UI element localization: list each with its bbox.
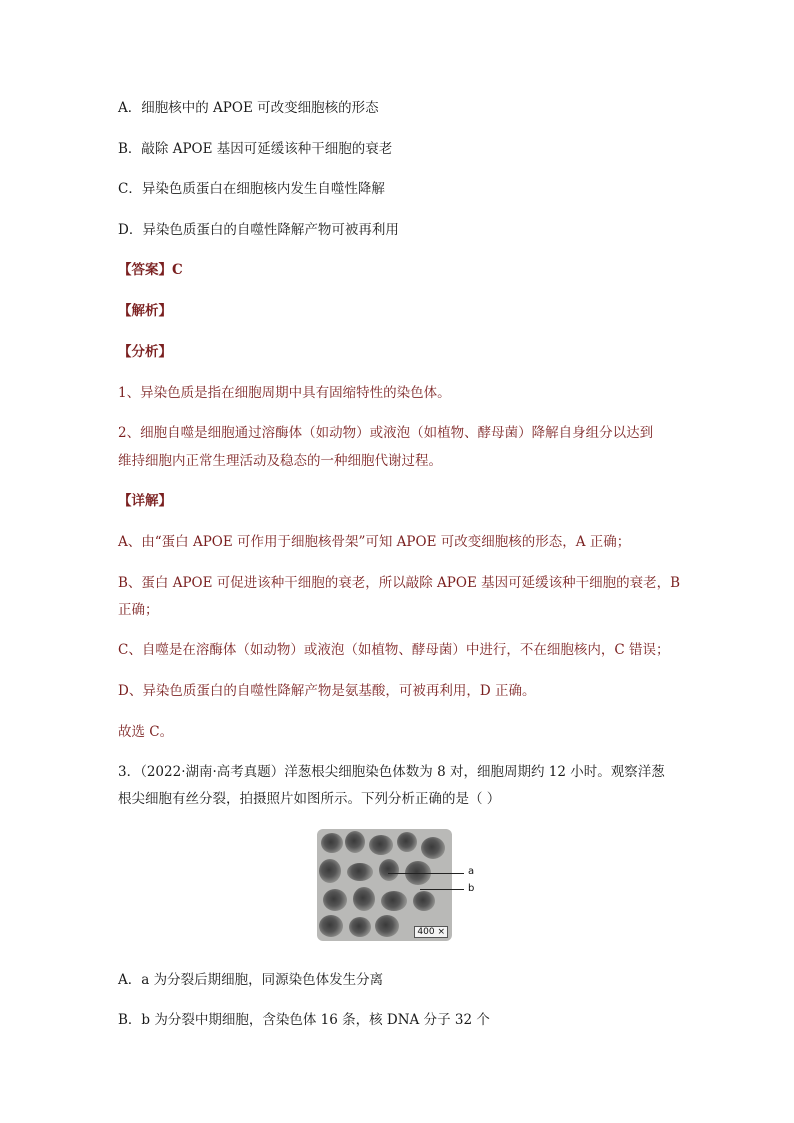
option-c: C．异染色质蛋白在细胞核内发生自噬性降解 [118,181,385,197]
xiangjie-title: 【详解】 [118,493,172,509]
label-b: b [468,883,475,894]
xiangjie-b-cont: 正确； [118,602,159,618]
fenxi-point-2-cont: 维持细胞内正常生理活动及稳态的一种细胞代谢过程。 [118,453,442,469]
cell [381,891,407,911]
cell [369,835,393,855]
label-a: a [468,866,475,877]
cell [345,831,365,853]
xiangjie-c: C、自噬是在溶酶体（如动物）或液泡（如植物、酵母菌）中进行，不在细胞核内，C 错误； [118,642,670,658]
fenxi-point-1: 1、异染色质是指在细胞周期中具有固缩特性的染色体。 [118,385,451,401]
fenxi-point-2: 2、细胞自噬是细胞通过溶酶体（如动物）或液泡（如植物、酵母菌）降解自身组分以达到 [118,425,654,441]
answer-line: 【答案】C [118,262,183,278]
analysis-title: 【解析】 [118,303,172,319]
question3-option-a: A．a 为分裂后期细胞，同源染色体发生分离 [118,972,384,988]
question3-stem: 3．（2022·湖南·高考真题）洋葱根尖细胞染色体数为 8 对，细胞周期约 12 小时。观察洋葱 [118,764,665,780]
xiangjie-a: A、由“蛋白 APOE 可作用于细胞核骨架”可知 APOE 可改变细胞核的形态，A 正确； [118,534,631,550]
option-a: A．细胞核中的 APOE 可改变细胞核的形态 [118,100,379,116]
xiangjie-b: B、蛋白 APOE 可促进该种干细胞的衰老，所以敲除 APOE 基因可延缓该种干细胞的衰老，B [118,575,681,591]
micrograph [317,829,452,941]
cell [413,891,435,911]
option-b: B．敲除 APOE 基因可延缓该种干细胞的衰老 [118,141,393,157]
pointer-b [420,889,464,890]
cell [349,917,371,937]
cell [421,837,445,859]
cell [319,915,343,937]
cell [319,859,341,883]
fenxi-title: 【分析】 [118,344,172,360]
cell [347,863,373,881]
cell [323,889,347,911]
cell [353,887,375,911]
conclusion: 故选 C。 [118,724,174,740]
cell [375,915,399,937]
cell [397,832,417,852]
pointer-a [388,873,464,874]
xiangjie-d: D、异染色质蛋白的自噬性降解产物是氨基酸，可被再利用，D 正确。 [118,683,536,699]
cell [379,859,399,881]
option-d: D．异染色质蛋白的自噬性降解产物可被再利用 [118,222,399,238]
question3-stem-cont: 根尖细胞有丝分裂，拍摄照片如图所示。下列分析正确的是（ ） [118,791,501,807]
question3-option-b: B．b 为分裂中期细胞，含染色体 16 条，核 DNA 分子 32 个 [118,1012,490,1028]
magnification-label: 400 × [414,926,448,938]
cell [321,833,343,853]
